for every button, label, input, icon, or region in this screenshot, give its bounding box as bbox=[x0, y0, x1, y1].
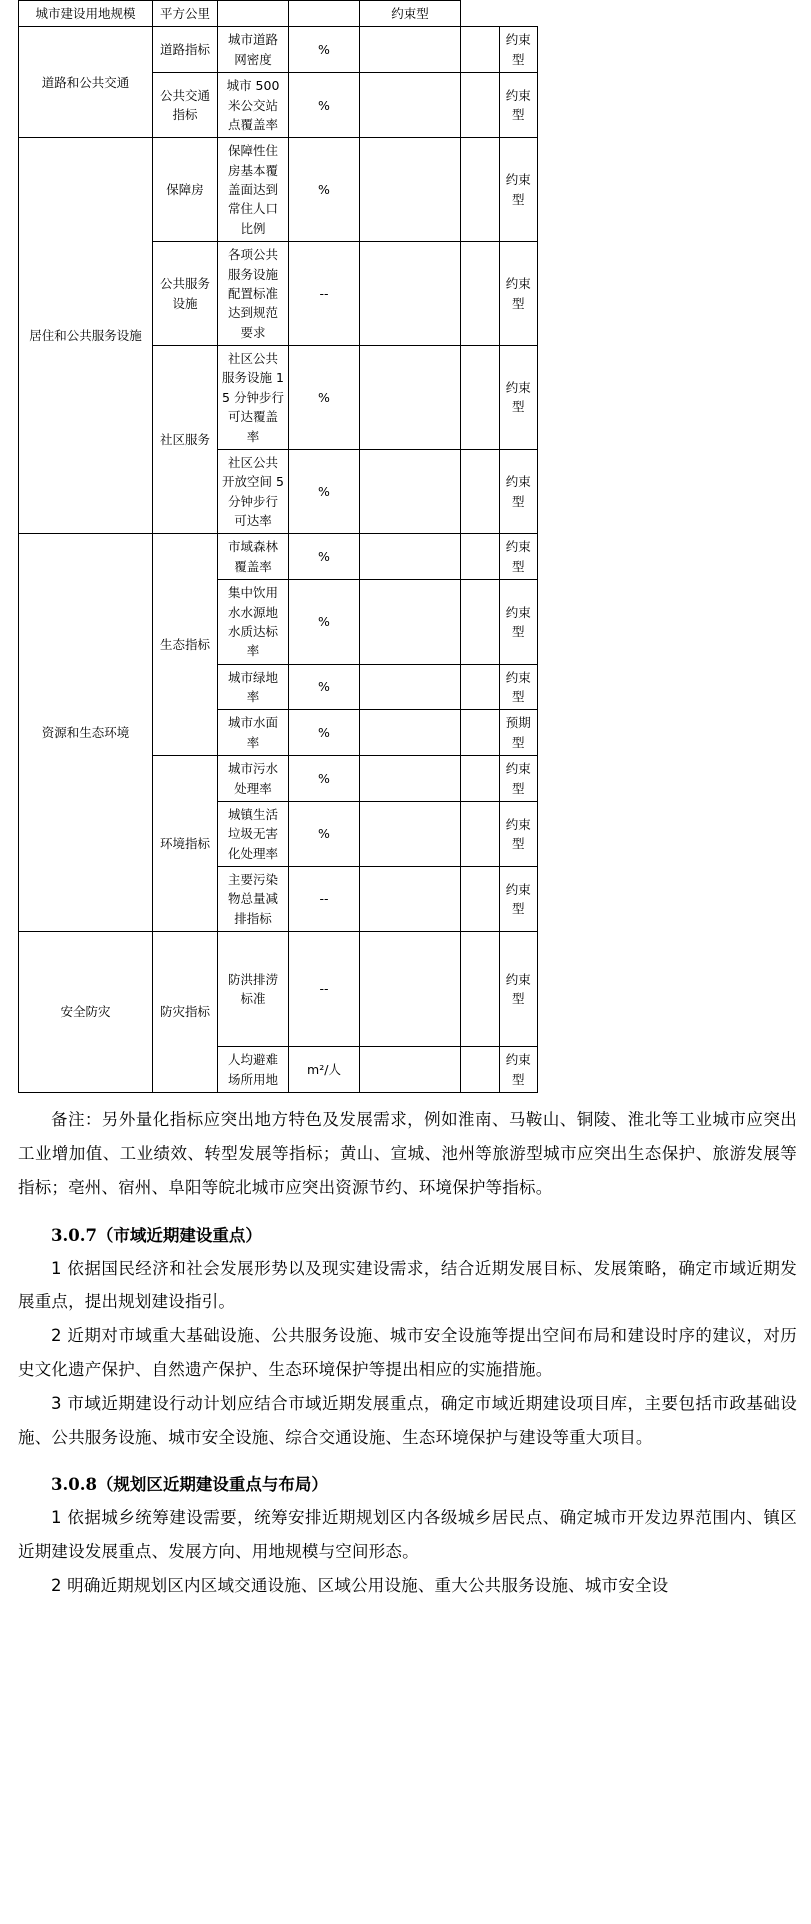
planning-indicator-table bbox=[18, 0, 538, 1093]
indicator-value-cell bbox=[461, 710, 500, 756]
indicator-type-cell: 约束型 bbox=[499, 932, 538, 1047]
indicator-subcategory-cell: 防灾指标 bbox=[153, 932, 218, 1093]
indicator-type-cell: 约束型 bbox=[499, 664, 538, 710]
indicator-value-cell bbox=[461, 73, 500, 138]
indicator-name-cell: 城市绿地率 bbox=[218, 664, 289, 710]
indicator-name-cell: 社区公共开放空间 5 分钟步行可达率 bbox=[218, 449, 289, 534]
table-row bbox=[19, 1, 538, 27]
indicator-subcategory-cell: 环境指标 bbox=[153, 756, 218, 932]
indicator-value-cell bbox=[360, 664, 461, 710]
indicator-unit-cell: m²/人 bbox=[289, 1047, 360, 1093]
indicator-value-cell bbox=[461, 138, 500, 242]
indicator-value-cell bbox=[360, 756, 461, 802]
indicator-type-cell: 约束型 bbox=[499, 449, 538, 534]
indicator-value-cell bbox=[461, 756, 500, 802]
indicator-value-cell bbox=[360, 242, 461, 346]
indicator-subcategory-cell: 道路指标 bbox=[153, 27, 218, 73]
indicator-subcategory-cell: 社区服务 bbox=[153, 346, 218, 534]
indicator-subcategory-cell: 保障房 bbox=[153, 138, 218, 242]
paragraph-3-0-8-1: 1 依据城乡统筹建设需要，统筹安排近期规划区内各级城乡居民点、确定城市开发边界范围内、镇区近期建设发展重点、发展方向、用地规模与空间形态。 bbox=[18, 1508, 797, 1562]
indicator-value-cell bbox=[218, 1, 289, 27]
indicator-value-cell bbox=[360, 710, 461, 756]
indicator-unit-cell: % bbox=[289, 27, 360, 73]
indicator-type-cell: 约束型 bbox=[499, 242, 538, 346]
table-row bbox=[19, 534, 538, 580]
indicator-name-cell: 城市建设用地规模 bbox=[19, 1, 153, 27]
category-label: 资源和生态环境 bbox=[41, 725, 130, 741]
section-heading-3-0-7: 3.0.7（市域近期建设重点） bbox=[51, 1225, 262, 1245]
indicator-unit-cell: -- bbox=[289, 867, 360, 932]
indicator-unit-cell: % bbox=[289, 801, 360, 866]
indicator-value-cell bbox=[360, 534, 461, 580]
indicator-value-cell bbox=[461, 449, 500, 534]
indicator-value-cell bbox=[360, 801, 461, 866]
indicator-type-cell: 约束型 bbox=[499, 867, 538, 932]
indicator-value-cell bbox=[360, 580, 461, 665]
indicator-type-cell: 约束型 bbox=[499, 534, 538, 580]
indicator-type-cell: 约束型 bbox=[499, 27, 538, 73]
indicator-value-cell bbox=[461, 801, 500, 866]
indicator-unit-cell: -- bbox=[289, 242, 360, 346]
indicator-name-cell: 城镇生活垃圾无害化处理率 bbox=[218, 801, 289, 866]
paragraph-3-0-7-3: 3 市域近期建设行动计划应结合市域近期发展重点，确定市域近期建设项目库，主要包括市政基础设施、公共服务设施、城市安全设施、综合交通设施、生态环境保护与建设等重大项目。 bbox=[18, 1393, 797, 1447]
indicator-unit-cell: -- bbox=[289, 932, 360, 1047]
paragraph-3-0-7-2: 2 近期对市域重大基础设施、公共服务设施、城市安全设施等提出空间布局和建设时序的建议，对历史文化遗产保护、自然遗产保护、生态环境保护等提出相应的实施措施。 bbox=[18, 1326, 797, 1379]
indicator-value-cell bbox=[461, 932, 500, 1047]
category-label: 居住和公共服务设施 bbox=[29, 328, 142, 344]
table-row bbox=[19, 932, 538, 1047]
indicator-unit-cell: % bbox=[289, 73, 360, 138]
indicator-value-cell bbox=[461, 664, 500, 710]
indicator-name-cell: 防洪排涝标准 bbox=[218, 932, 289, 1047]
indicator-unit-cell: 平方公里 bbox=[153, 1, 218, 27]
table-row bbox=[19, 138, 538, 242]
indicator-category-cell bbox=[19, 138, 153, 534]
indicator-value-cell bbox=[360, 867, 461, 932]
indicator-type-cell: 约束型 bbox=[499, 1047, 538, 1093]
indicator-value-cell bbox=[461, 867, 500, 932]
indicator-unit-cell: % bbox=[289, 756, 360, 802]
indicator-type-cell: 约束型 bbox=[499, 756, 538, 802]
indicator-value-cell bbox=[461, 534, 500, 580]
section-heading-3-0-8: 3.0.8（规划区近期建设重点与布局） bbox=[51, 1475, 328, 1495]
indicator-name-cell: 主要污染物总量减排指标 bbox=[218, 867, 289, 932]
indicator-category-cell bbox=[19, 534, 153, 932]
indicator-name-cell: 集中饮用水水源地水质达标率 bbox=[218, 580, 289, 665]
indicator-name-cell: 社区公共服务设施 15 分钟步行可达覆盖率 bbox=[218, 346, 289, 450]
category-label: 道路和公共交通 bbox=[41, 74, 130, 90]
table-body bbox=[19, 1, 538, 1093]
indicator-value-cell bbox=[360, 27, 461, 73]
indicator-name-cell: 城市道路网密度 bbox=[218, 27, 289, 73]
indicator-type-cell: 约束型 bbox=[360, 1, 461, 27]
indicator-subcategory-cell: 生态指标 bbox=[153, 534, 218, 756]
indicator-type-cell: 约束型 bbox=[499, 580, 538, 665]
indicator-name-cell: 市域森林覆盖率 bbox=[218, 534, 289, 580]
document-body bbox=[0, 1103, 811, 1603]
indicator-unit-cell: % bbox=[289, 710, 360, 756]
indicator-value-cell bbox=[461, 346, 500, 450]
indicator-value-cell bbox=[360, 138, 461, 242]
indicator-name-cell: 人均避难场所用地 bbox=[218, 1047, 289, 1093]
paragraph-3-0-7-1: 1 依据国民经济和社会发展形势以及现实建设需求，结合近期发展目标、发展策略，确定市域近期发展重点，提出规划建设指引。 bbox=[18, 1258, 797, 1312]
paragraph-3-0-8-2: 2 明确近期规划区内区域交通设施、区域公用设施、重大公共服务设施、城市安全设 bbox=[51, 1576, 669, 1596]
indicator-unit-cell: % bbox=[289, 449, 360, 534]
indicator-value-cell bbox=[360, 1047, 461, 1093]
indicator-value-cell bbox=[289, 1, 360, 27]
table-note-paragraph: 备注：另外量化指标应突出地方特色及发展需求，例如淮南、马鞍山、铜陵、淮北等工业城市应突出工业增加值、工业绩效、转型发展等指标；黄山、宣城、池州等旅游型城市应突出生态保护、旅游发展等指标；亳州、宿州、阜阳等皖北城市应突出资源节约、环境保护等指标。 bbox=[18, 1110, 797, 1197]
indicator-value-cell bbox=[461, 27, 500, 73]
indicator-unit-cell: % bbox=[289, 346, 360, 450]
indicator-unit-cell: % bbox=[289, 534, 360, 580]
indicator-category-cell bbox=[19, 932, 153, 1093]
indicator-name-cell: 城市 500 米公交站点覆盖率 bbox=[218, 73, 289, 138]
indicator-value-cell bbox=[360, 932, 461, 1047]
indicator-type-cell: 约束型 bbox=[499, 73, 538, 138]
indicator-type-cell: 约束型 bbox=[499, 801, 538, 866]
indicator-value-cell bbox=[360, 346, 461, 450]
indicator-type-cell: 预期型 bbox=[499, 710, 538, 756]
indicator-value-cell bbox=[360, 449, 461, 534]
indicator-category-cell bbox=[19, 27, 153, 138]
indicator-name-cell: 保障性住房基本覆盖面达到常住人口比例 bbox=[218, 138, 289, 242]
indicator-value-cell bbox=[461, 580, 500, 665]
indicator-value-cell bbox=[360, 73, 461, 138]
indicator-value-cell bbox=[461, 242, 500, 346]
indicator-name-cell: 城市污水处理率 bbox=[218, 756, 289, 802]
indicator-subcategory-cell: 公共服务设施 bbox=[153, 242, 218, 346]
indicator-value-cell bbox=[461, 1047, 500, 1093]
indicator-subcategory-cell: 公共交通指标 bbox=[153, 73, 218, 138]
indicator-unit-cell: % bbox=[289, 664, 360, 710]
indicator-name-cell: 各项公共服务设施配置标准达到规范要求 bbox=[218, 242, 289, 346]
indicator-type-cell: 约束型 bbox=[499, 346, 538, 450]
category-label: 安全防灾 bbox=[60, 1004, 111, 1020]
indicator-unit-cell: % bbox=[289, 138, 360, 242]
indicator-unit-cell: % bbox=[289, 580, 360, 665]
indicator-type-cell: 约束型 bbox=[499, 138, 538, 242]
table-row bbox=[19, 27, 538, 73]
indicator-name-cell: 城市水面率 bbox=[218, 710, 289, 756]
